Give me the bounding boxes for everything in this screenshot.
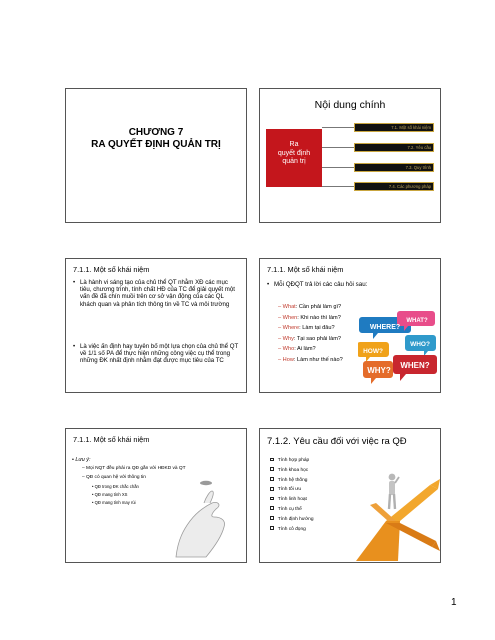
note-text: QĐ mang tính may rủi (94, 500, 136, 506)
requirement-item (270, 485, 314, 495)
contents-item[interactable]: 7.1. Một số khái niệm (354, 123, 434, 132)
hand-icon (176, 502, 225, 557)
bullet-text: Mỗi QĐQT trả lời các câu hỏi sau: (274, 281, 368, 288)
checkbox-icon (270, 477, 274, 481)
bubble-label: WHO? (410, 341, 430, 348)
note-text: QĐ có quan hệ với thông tin (86, 475, 146, 481)
note-text: QĐ trong ĐK chắc chắn (94, 483, 139, 489)
bullet-item (73, 343, 241, 365)
requirement-text: Tính linh hoạt (277, 497, 307, 503)
slide-heading: 7.1.1. Một số khái niệm (267, 265, 344, 274)
question-text: : Cần phải làm gì? (295, 304, 342, 310)
question-key: – Why (278, 335, 294, 342)
question-item (278, 313, 343, 324)
question-text: : Khi nào thì làm? (297, 314, 341, 321)
thumb-icon (204, 491, 213, 503)
requirement-item (270, 515, 314, 525)
question-key: – Where (278, 325, 300, 331)
requirement-item (270, 495, 314, 505)
requirement-text: Tính cụ thể (277, 506, 302, 512)
chapter-number: CHƯƠNG 7 (128, 127, 184, 138)
coin-flip-hand-illustration (166, 473, 238, 559)
note-sub-sub-item: • QĐ mang tính may rủi (92, 500, 136, 506)
requirement-item (270, 525, 314, 535)
bullet-item (73, 279, 241, 308)
note-sub-item: – QĐ có quan hệ với thông tin (82, 475, 146, 481)
bullet-icon: • (73, 279, 76, 286)
requirement-text: Tính hệ thống (277, 477, 308, 483)
note-sub-item: – Mọi NQT đều phải ra QĐ gắn với HĐKD và QT (82, 466, 186, 472)
bubble-label: WHAT? (406, 318, 428, 324)
slide-requirements (259, 428, 441, 563)
note-sub-sub-item: • QĐ trong ĐK chắc chắn (92, 483, 139, 489)
question-key: – When (278, 314, 298, 321)
question-key: – Who (278, 346, 295, 352)
question-text: : Tại sao phải làm? (293, 335, 342, 342)
slide-concepts-3 (65, 428, 247, 563)
question-text: : Làm tại đâu? (299, 325, 335, 331)
question-key: – How (278, 356, 294, 363)
slide-title (65, 88, 247, 223)
note-text: Mọi NQT đều phải ra QĐ gắn với HĐKD và QT (86, 466, 186, 472)
connector-line (322, 127, 354, 128)
requirement-text: Tính khoa học (277, 467, 309, 473)
requirement-text: Tính cô đọng (277, 526, 306, 532)
requirement-text: Tính tối ưu (277, 487, 302, 493)
chapter-name: RA QUYẾT ĐỊNH QUẢN TRỊ (91, 139, 221, 150)
coin-icon (200, 481, 212, 485)
checkbox-icon (270, 487, 274, 491)
bullet-text: Là hành vi sáng tạo của chủ thể QT nhằm XĐ các mục tiêu, chương trình, tính chất HĐ của TC để giải quyết một vấn đề đã chín muồi trên cơ sở vận động của các QL khách quan và phân tích thông tin về TC và môi trường (80, 279, 235, 308)
question-item (278, 302, 343, 313)
question-word: Why (282, 335, 294, 342)
requirement-item (270, 456, 314, 466)
question-text: : Ai làm? (294, 346, 316, 352)
note-label: Lưu ý: (75, 457, 91, 463)
bubble-label: HOW? (363, 348, 383, 355)
person-body-icon (389, 481, 395, 495)
connector-line (322, 167, 354, 168)
page-number: 1 (451, 597, 457, 608)
checkbox-icon (270, 516, 274, 520)
contents-center-box (266, 129, 322, 187)
center-line: Ra (289, 141, 299, 148)
checkbox-icon (270, 467, 274, 471)
question-item (278, 355, 343, 366)
checkbox-icon (270, 497, 274, 501)
question-word: Who (282, 346, 295, 352)
question-key: – What (278, 304, 296, 310)
bullet-icon: • (73, 343, 76, 350)
bullet-icon: • (267, 281, 270, 288)
slide-concepts-1 (65, 258, 247, 393)
person-arm-icon (395, 477, 399, 483)
person-leg-icon (394, 494, 395, 509)
chapter-title (66, 127, 246, 151)
requirement-list (270, 456, 314, 534)
question-word: What (282, 304, 296, 310)
requirement-item (270, 505, 314, 515)
bullet-item (267, 281, 435, 288)
bubble-label: WHY? (367, 366, 391, 375)
slide-heading: 7.1.2. Yêu cầu đối với việc ra QĐ (267, 436, 407, 447)
bubble-label: WHEN? (400, 361, 430, 370)
contents-item[interactable]: 7.4. Các phương pháp (354, 182, 434, 191)
contents-item[interactable]: 7.3. Quy trình (354, 163, 434, 172)
requirement-item (270, 476, 314, 486)
question-item (278, 334, 343, 345)
question-bubbles-illustration (358, 309, 438, 391)
question-item (278, 344, 343, 355)
person-leg-icon (389, 494, 390, 509)
checkbox-icon (270, 506, 274, 510)
note-item: • Lưu ý: (72, 457, 91, 463)
bubble-label: WHERE? (369, 324, 401, 331)
question-word: When (282, 314, 298, 321)
requirement-text: Tính hợp pháp (277, 458, 310, 463)
slide-contents (259, 88, 441, 223)
checkbox-icon (270, 458, 274, 462)
requirement-text: Tính định hướng (277, 516, 314, 522)
center-line: quản trị (282, 158, 306, 165)
road-arrow-icon (370, 503, 396, 521)
note-sub-sub-item: • QĐ mang tính XS (92, 491, 128, 497)
center-line: quyết định (277, 149, 311, 157)
road-arrow-icon (356, 521, 400, 561)
question-text: : Làm như thế nào? (293, 356, 343, 363)
bullet-text: Là việc ấn định hay tuyên bố một lựa chọn của chủ thể QT về 1/1 số PA để thực hiện những công việc cụ thể trong những ĐK nhất định nhằm đạt được mục tiêu của TC (80, 343, 239, 365)
question-list (278, 302, 343, 365)
note-text: QĐ mang tính XS (94, 491, 128, 497)
slide-concepts-2 (259, 258, 441, 393)
connector-line (322, 186, 354, 187)
person-head-icon (389, 474, 396, 481)
contents-title: Nội dung chính (314, 99, 386, 111)
question-item (278, 323, 343, 334)
slide-heading: 7.1.1. Một số khái niệm (73, 265, 150, 274)
crossroads-illustration (346, 461, 440, 561)
slide-heading: 7.1.1. Một số khái niệm (73, 435, 150, 444)
requirement-item (270, 466, 314, 476)
question-word: Where (282, 325, 300, 331)
question-word: How (282, 356, 294, 363)
contents-item[interactable]: 7.2. Yêu cầu (354, 143, 434, 152)
connector-line (322, 147, 354, 148)
checkbox-icon (270, 526, 274, 530)
